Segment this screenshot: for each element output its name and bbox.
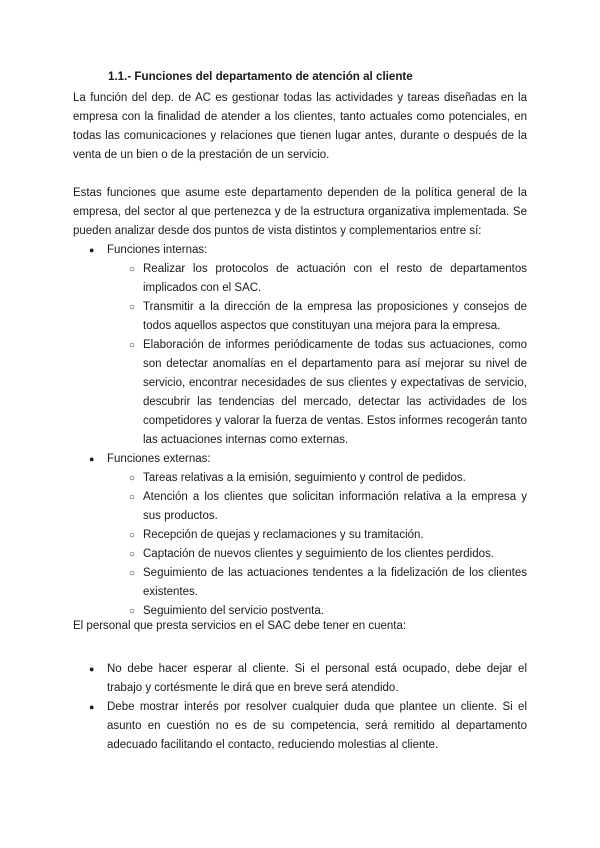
bullet-icon: ● — [89, 454, 95, 464]
list-item — [73, 545, 527, 564]
circle-bullet-icon: ○ — [129, 492, 136, 503]
circle-bullet-icon: ○ — [129, 549, 136, 560]
externas-item-text: Seguimiento de las actuaciones tendentes a la fidelización de los clientes existentes. — [143, 567, 527, 598]
list-item — [73, 260, 527, 298]
circle-bullet-icon: ○ — [129, 302, 136, 313]
personal-item-text: No debe hacer esperar al cliente. Si el personal está ocupado, debe dejar el trabajo y cortésmente le dirá que en breve será atendido. — [107, 663, 527, 694]
personal-paragraph: El personal que presta servicios en el SAC debe tener en cuenta: — [73, 620, 407, 632]
list-item — [73, 298, 527, 336]
circle-bullet-icon: ○ — [129, 568, 136, 579]
functions-list — [73, 241, 527, 621]
externas-item-text: Seguimiento del servicio postventa. — [143, 605, 324, 617]
externas-item-text: Atención a los clientes que solicitan información relativa a la empresa y sus productos. — [143, 491, 527, 522]
internas-item-text: Transmitir a la dirección de la empresa las proposiciones y consejos de todos aquellos aspectos que constituyan una mejora para la empresa. — [143, 301, 527, 332]
externas-title: Funciones externas: — [107, 453, 211, 465]
circle-bullet-icon: ○ — [129, 473, 136, 484]
circle-bullet-icon: ○ — [129, 340, 136, 351]
circle-bullet-icon: ○ — [129, 606, 136, 617]
internas-title: Funciones internas: — [107, 244, 208, 256]
list-item-externas — [73, 450, 527, 621]
list-item-internas — [73, 241, 527, 450]
bullet-icon: ● — [89, 245, 95, 255]
externas-item-text: Captación de nuevos clientes y seguimiento de los clientes perdidos. — [143, 548, 494, 560]
personal-item-text: Debe mostrar interés por resolver cualquier duda que plantee un cliente. Si el asunto en cuestión no es de su competencia, será remitido al departamento adecuado facilitando el contacto, reduciendo molestias al cliente. — [107, 701, 527, 751]
list-item — [73, 469, 527, 488]
externas-item-text: Recepción de quejas y reclamaciones y su tramitación. — [143, 529, 424, 541]
internas-sublist — [73, 260, 527, 450]
list-item — [73, 698, 527, 755]
circle-bullet-icon: ○ — [129, 264, 136, 275]
circle-bullet-icon: ○ — [129, 530, 136, 541]
list-item — [73, 488, 527, 526]
internas-item-text: Realizar los protocolos de actuación con el resto de departamentos implicados con el SAC. — [143, 263, 527, 294]
externas-sublist — [73, 469, 527, 621]
list-item — [73, 564, 527, 602]
section-heading: 1.1.- Funciones del departamento de atención al cliente — [108, 70, 413, 83]
internas-item-text: Elaboración de informes periódicamente de todas sus actuaciones, como son detectar anomalías en el departamento para así mejorar su nivel de servicio, encontrar necesidades de sus clientes y expectativas de servicio, descubrir las tendencias del mercado, detectar las actividades de los competidores y valorar la fuerza de ventas. Estos informes recogerán tanto las actuaciones internas como externas. — [143, 339, 527, 446]
bullet-icon: ● — [89, 664, 95, 674]
list-item — [73, 336, 527, 450]
functions-paragraph: Estas funciones que asume este departamento dependen de la política general de la empresa, del sector al que pertenezca y de la estructura organizativa implementada. Se pueden analizar desde dos puntos de vista distintos y complementarios entre sí: — [73, 187, 527, 237]
list-item — [73, 660, 527, 698]
list-item — [73, 526, 527, 545]
externas-item-text: Tareas relativas a la emisión, seguimiento y control de pedidos. — [143, 472, 466, 484]
intro-paragraph: La función del dep. de AC es gestionar todas las actividades y tareas diseñadas en la empresa con la finalidad de atender a los clientes, tanto actuales como potenciales, en todas las comunicaciones y relaciones que tienen lugar antes, durante o después de la venta de un bien o de la prestación de un servicio. — [73, 92, 527, 161]
bullet-icon: ● — [89, 702, 95, 712]
personal-list — [73, 660, 527, 755]
